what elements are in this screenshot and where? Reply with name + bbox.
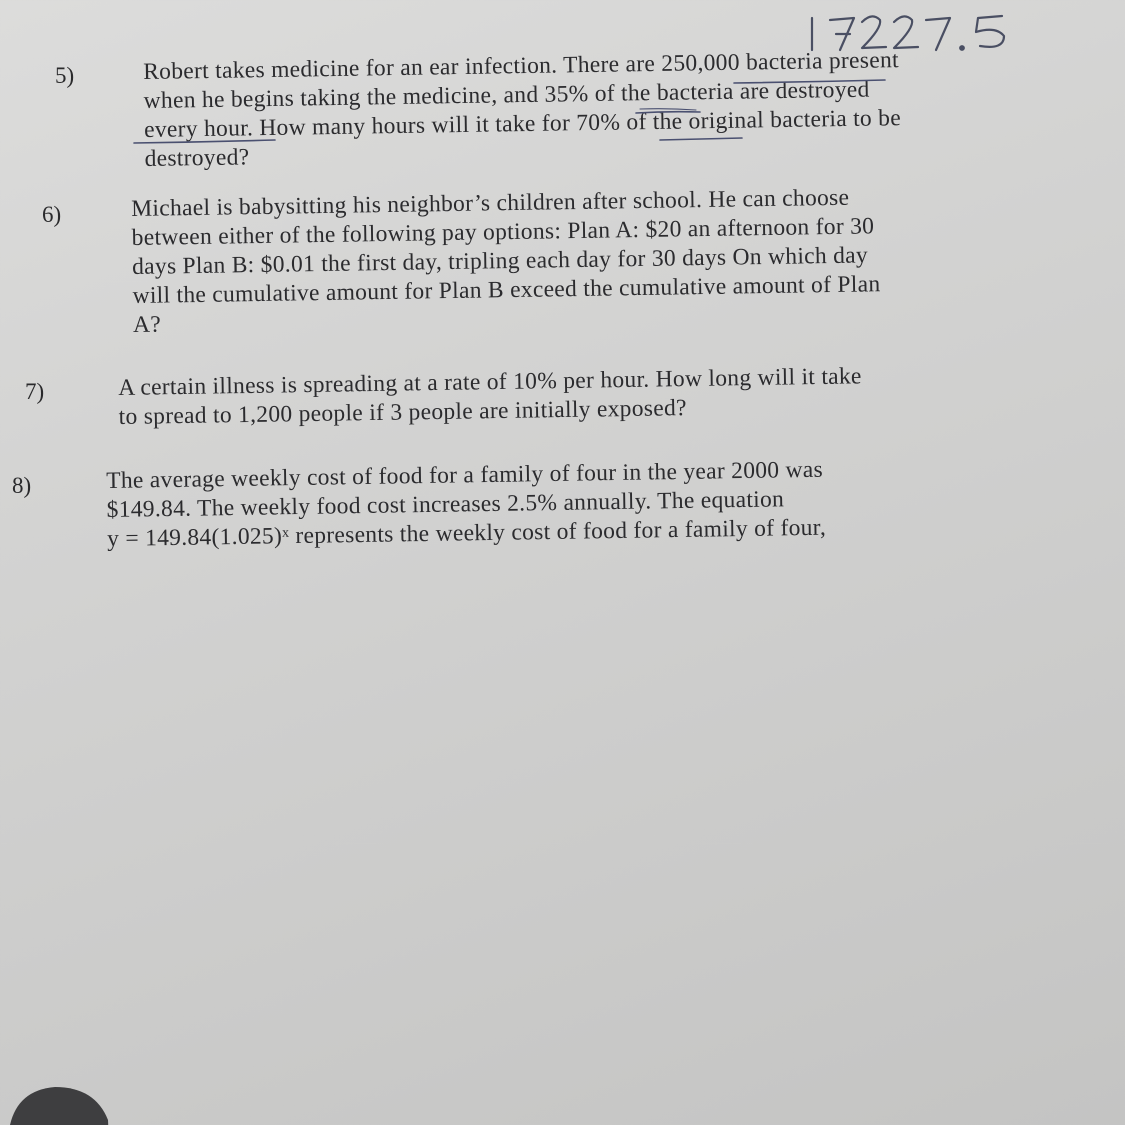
problem-line: The average weekly cost of food for a family of four in the year 2000 was [106,456,824,494]
problem-text [106,456,826,554]
problem-number: 8) [12,473,32,498]
problem-line: A certain illness is spreading at a rate of 10% per hour. How long will it take [118,363,862,401]
problem-text [143,46,902,174]
problem-line: to spread to 1,200 people if 3 people are initially exposed? [118,395,687,430]
problem-line-equation: y = 149.84(1.025)ˣ represents the weekly cost of food for a family of four, [106,514,827,552]
problem-number: 6) [42,202,62,227]
problem-text [118,362,862,432]
problem-line: every hour. How many hours will it take for 70% of the original bacteria to be [143,105,902,143]
problem-line: destroyed? [144,144,250,172]
problem-line: between either of the following pay options: Plan A: $20 an afternoon for 30 [131,213,875,251]
problem-text [131,183,881,340]
problem-line: A? [132,311,162,338]
problem-line: when he begins taking the medicine, and 35% of the bacteria are destroyed [143,76,870,114]
problem-line: will the cumulative amount for Plan B exceed the cumulative amount of Plan [132,271,881,309]
problem-number: 7) [25,379,45,404]
problem-line: Michael is babysitting his neighbor’s children after school. He can choose [131,184,850,222]
problem-line: days Plan B: $0.01 the first day, tripling each day for 30 days On which day [131,242,869,280]
finger-shadow [10,1085,110,1125]
problem-line: $149.84. The weekly food cost increases 2.5% annually. The equation [106,486,785,523]
problem-line: Robert takes medicine for an ear infection. There are 250,000 bacteria present [143,47,900,85]
problem-number: 5) [55,63,75,88]
